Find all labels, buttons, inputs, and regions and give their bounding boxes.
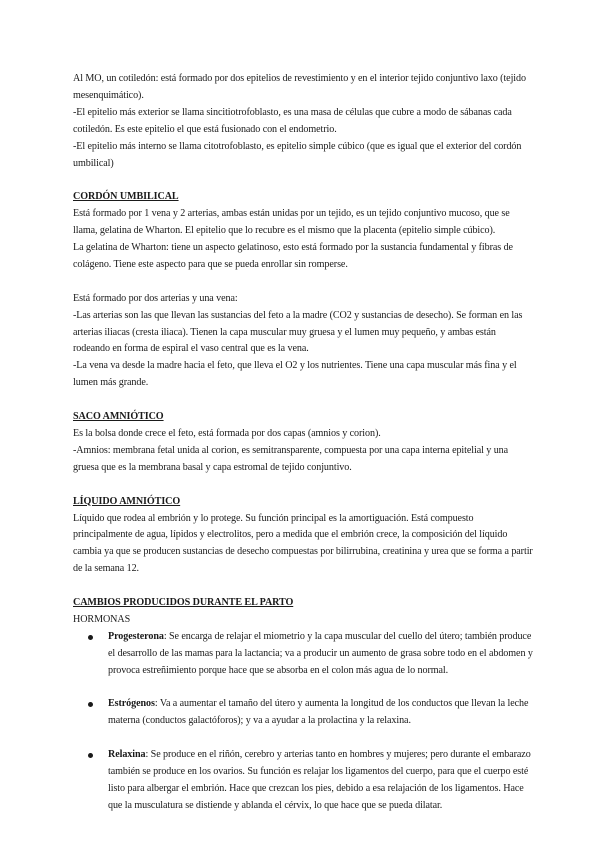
list-item-estrogenos bbox=[73, 696, 534, 730]
list-item-progesterona bbox=[73, 629, 534, 680]
cordon-paragraph-2: La gelatina de Wharton: tiene un aspecto gelatinoso, esto está formado por la sustancia fundamental y fibras de colágeno. Tiene este aspecto para que se pueda enrollar sin romperse. bbox=[73, 242, 513, 270]
hormone-description: : Se encarga de relajar el miometrio y la capa muscular del cuello del útero; también produce el desarrollo de las mamas para la lactancia; va a producir un aumento de grasa sobre todo en el abdomen y provoca estreñimiento porque hace que se absorba en el colon más agua de lo normal. bbox=[108, 630, 533, 676]
bullet-icon bbox=[88, 753, 93, 758]
intro-paragraph-2: -El epitelio más exterior se llama sincitiotrofoblasto, es una masa de células que cubre a modo de sábanas cada cotiledón. Es este epitelio el que está fusionado con el endometrio. bbox=[73, 106, 512, 135]
bullet-icon bbox=[88, 635, 93, 640]
hormone-term: Estrógenos bbox=[108, 698, 155, 710]
cordon-paragraph-4: -Las arterias son las que llevan las sustancias del feto a la madre (CO2 y sustancias de desecho). Se forman en las arterias iliacas (cresta iliaca). Tienen la capa muscular muy gruesa y el lumen muy pequeño, y ambas están rodeando en forma de espiral el vaso central que es la vena. bbox=[73, 309, 523, 355]
cordon-paragraph-3: Está formado por dos arterias y una vena: bbox=[73, 292, 238, 304]
liquido-paragraph-1: Líquido que rodea al embrión y lo protege. Su función principal es la amortiguación. Está compuesto principalmente de agua, lípidos y electrolitos, pero a medida que el embrión crece, la composición del líquido cambia ya que se producen sustancias de desecho compuestas por bilirrubina, creatinina y urea que se forma a partir de la semana 12. bbox=[73, 512, 533, 575]
list-item-relaxina bbox=[73, 747, 534, 815]
cordon-heading: CORDÓN UMBILICAL bbox=[73, 191, 179, 203]
cambios-heading: CAMBIOS PRODUCIDOS DURANTE EL PARTO bbox=[73, 597, 294, 609]
intro-paragraph-1: Al MO, un cotiledón: está formado por dos epitelios de revestimiento y en el interior tejido conjuntivo laxo (tejido mesenquimático). bbox=[73, 73, 526, 101]
cordon-paragraph-1: Está formado por 1 vena y 2 arterias, ambas están unidas por un tejido, es un tejido conjuntivo mucoso, que se llama, gelatina de Wharton. El epitelio que lo recubre es el mismo que la placenta (epitelio simple cúbico). bbox=[73, 208, 510, 237]
hormone-description: : Se produce en el riñón, cerebro y arterias tanto en hombres y mujeres; pero durante el embarazo también se produce en los ovarios. Su función es relajar los ligamentos del cuerpo, para que el cuerpo esté listo para albergar el embrión. Hace que crezcan los pies, debido a esa relajación de los ligamentos. Hace que la musculatura se distiende y ablanda el cérvix, lo que hace que se pueda dilatar. bbox=[108, 749, 531, 811]
hormone-term: Relaxina bbox=[108, 749, 146, 761]
hormonas-subheading: HORMONAS bbox=[73, 613, 131, 625]
saco-paragraph-1: Es la bolsa donde crece el feto, está formada por dos capas (amnios y corion). bbox=[73, 427, 381, 439]
hormone-list bbox=[73, 629, 534, 815]
bullet-icon bbox=[88, 702, 93, 707]
hormone-description: : Va a aumentar el tamaño del útero y aumenta la longitud de los conductos que llevan la leche materna (conductos galactóforos); y va a ayudar a la prolactina y la relaxina. bbox=[108, 698, 529, 727]
saco-heading: SACO AMNIÓTICO bbox=[73, 411, 164, 423]
hormone-term: Progesterona bbox=[108, 630, 164, 642]
liquido-heading: LÍQUIDO AMNIÓTICO bbox=[73, 495, 181, 507]
cordon-paragraph-5: -La vena va desde la madre hacia el feto, que lleva el O2 y los nutrientes. Tiene una capa muscular más fina y el lumen más grande. bbox=[73, 360, 517, 389]
intro-paragraph-3: -El epitelio más interno se llama citotrofoblasto, es epitelio simple cúbico (que es igual que el exterior del cordón umbilical) bbox=[73, 140, 522, 169]
saco-paragraph-2: -Amnios: membrana fetal unida al corion, es semitransparente, compuesta por una capa interna epitelial y una gruesa que es la membrana basal y capa estromal de tejido conjuntivo. bbox=[73, 444, 509, 473]
